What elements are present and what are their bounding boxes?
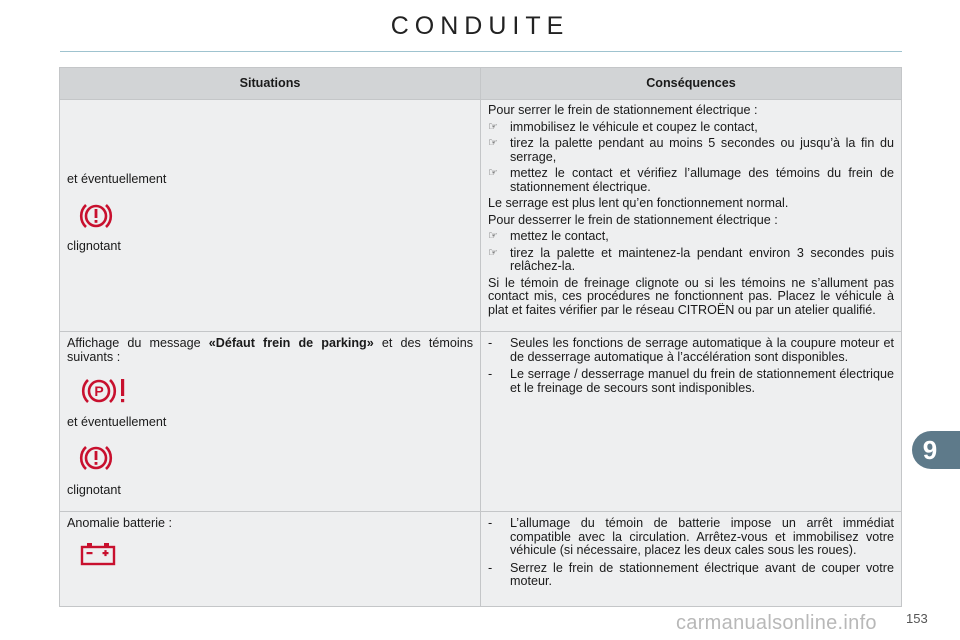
- page-number: 153: [906, 611, 928, 626]
- dash-marker: -: [488, 560, 493, 575]
- table-header-row: [60, 68, 902, 100]
- dash-marker: -: [488, 367, 493, 381]
- list-item: [488, 121, 894, 138]
- list-item-text: mettez le contact et vérifiez l’allumage des témoins du frein de stationnement électrique.: [510, 166, 894, 194]
- consequence-cell: [481, 100, 902, 332]
- list-item: [488, 562, 894, 593]
- list-item: [488, 337, 894, 368]
- parking-brake-fault-icon: [77, 374, 141, 408]
- situation-cell: [60, 100, 481, 332]
- list-item-text: mettez le contact,: [510, 229, 609, 243]
- situations-table: [59, 67, 902, 607]
- header-situations: Situations: [60, 68, 481, 100]
- list-item-text: Le serrage / desserrage manuel du frein de stationnement électrique et le freinage de secours sont indisponibles.: [510, 367, 894, 395]
- consequence-text: Le serrage est plus lent qu’en fonctionnement normal.: [488, 196, 789, 210]
- pointing-hand-icon: ☞: [488, 137, 498, 149]
- list-item: [488, 230, 894, 247]
- dash-marker: -: [488, 516, 493, 530]
- list-item-text: tirez la palette et maintenez-la pendant environ 3 secondes puis relâchez-la.: [510, 245, 894, 273]
- situation-text: clignotant: [67, 482, 121, 497]
- list-item-text: L’allumage du témoin de batterie impose un arrêt immédiat compatible avec la circulation. Arrêtez-vous et immobilisez votre véhicule (si nécessaire, placez les deux cales sous les roues).: [510, 516, 894, 557]
- chapter-number: 9: [922, 435, 938, 465]
- watermark: carmanualsonline.info: [676, 612, 877, 634]
- situation-text: et éventuellement: [67, 415, 167, 429]
- list-item: [488, 137, 894, 167]
- list-item: [488, 247, 894, 277]
- pointing-hand-icon: ☞: [488, 246, 498, 259]
- brake-warning-icon: [77, 442, 115, 474]
- brake-warning-icon: [77, 200, 115, 232]
- consequence-cell: [481, 332, 902, 512]
- header-consequences: Conséquences: [481, 68, 902, 100]
- consequence-text: Pour desserrer le frein de stationnement électrique :: [488, 212, 778, 227]
- situation-text-suffix: et des témoins suivants :: [67, 336, 473, 364]
- page-title: CONDUITE: [390, 12, 570, 40]
- title-divider: [60, 51, 902, 52]
- consequence-cell: [481, 512, 902, 607]
- situation-cell: [60, 332, 481, 512]
- svg-text:P: P: [94, 383, 104, 399]
- table-row: [60, 100, 902, 332]
- situation-cell: [60, 512, 481, 607]
- list-item-text: tirez la palette pendant au moins 5 secondes ou jusqu’à la fin du serrage,: [510, 136, 894, 164]
- situation-text: Anomalie batterie :: [67, 516, 173, 530]
- pointing-hand-icon: ☞: [488, 230, 498, 242]
- list-item-text: Serrez le frein de stationnement électrique avant de couper votre moteur.: [510, 560, 894, 588]
- consequence-text: Pour serrer le frein de stationnement électrique :: [488, 103, 758, 117]
- list-item: [488, 368, 894, 399]
- list-item: [488, 167, 894, 197]
- consequence-text: Si le témoin de freinage clignote ou si les témoins ne s’allument pas contact mis, ces procédures ne fonctionnent pas. Placez le véhicule à plat et faites vérifier par le réseau CITROËN ou par un atelier qualifié.: [488, 275, 894, 317]
- fault-message: «Défaut frein de parking»: [208, 336, 374, 350]
- table-row: [60, 512, 902, 607]
- pointing-hand-icon: ☞: [488, 120, 498, 133]
- table-row: [60, 332, 902, 512]
- pointing-hand-icon: ☞: [488, 167, 498, 179]
- dash-marker: -: [488, 336, 493, 350]
- list-item: [488, 517, 894, 562]
- situation-text-prefix: Affichage du message: [67, 336, 209, 350]
- situation-text: et éventuellement: [67, 172, 167, 186]
- battery-icon: [79, 541, 119, 567]
- list-item-text: Seules les fonctions de serrage automatique à la coupure moteur et de desserrage automatique à l’accélération sont disponibles.: [510, 336, 894, 364]
- situation-text: clignotant: [67, 238, 121, 253]
- list-item-text: immobilisez le véhicule et coupez le contact,: [510, 119, 758, 134]
- situation-text: [67, 337, 473, 364]
